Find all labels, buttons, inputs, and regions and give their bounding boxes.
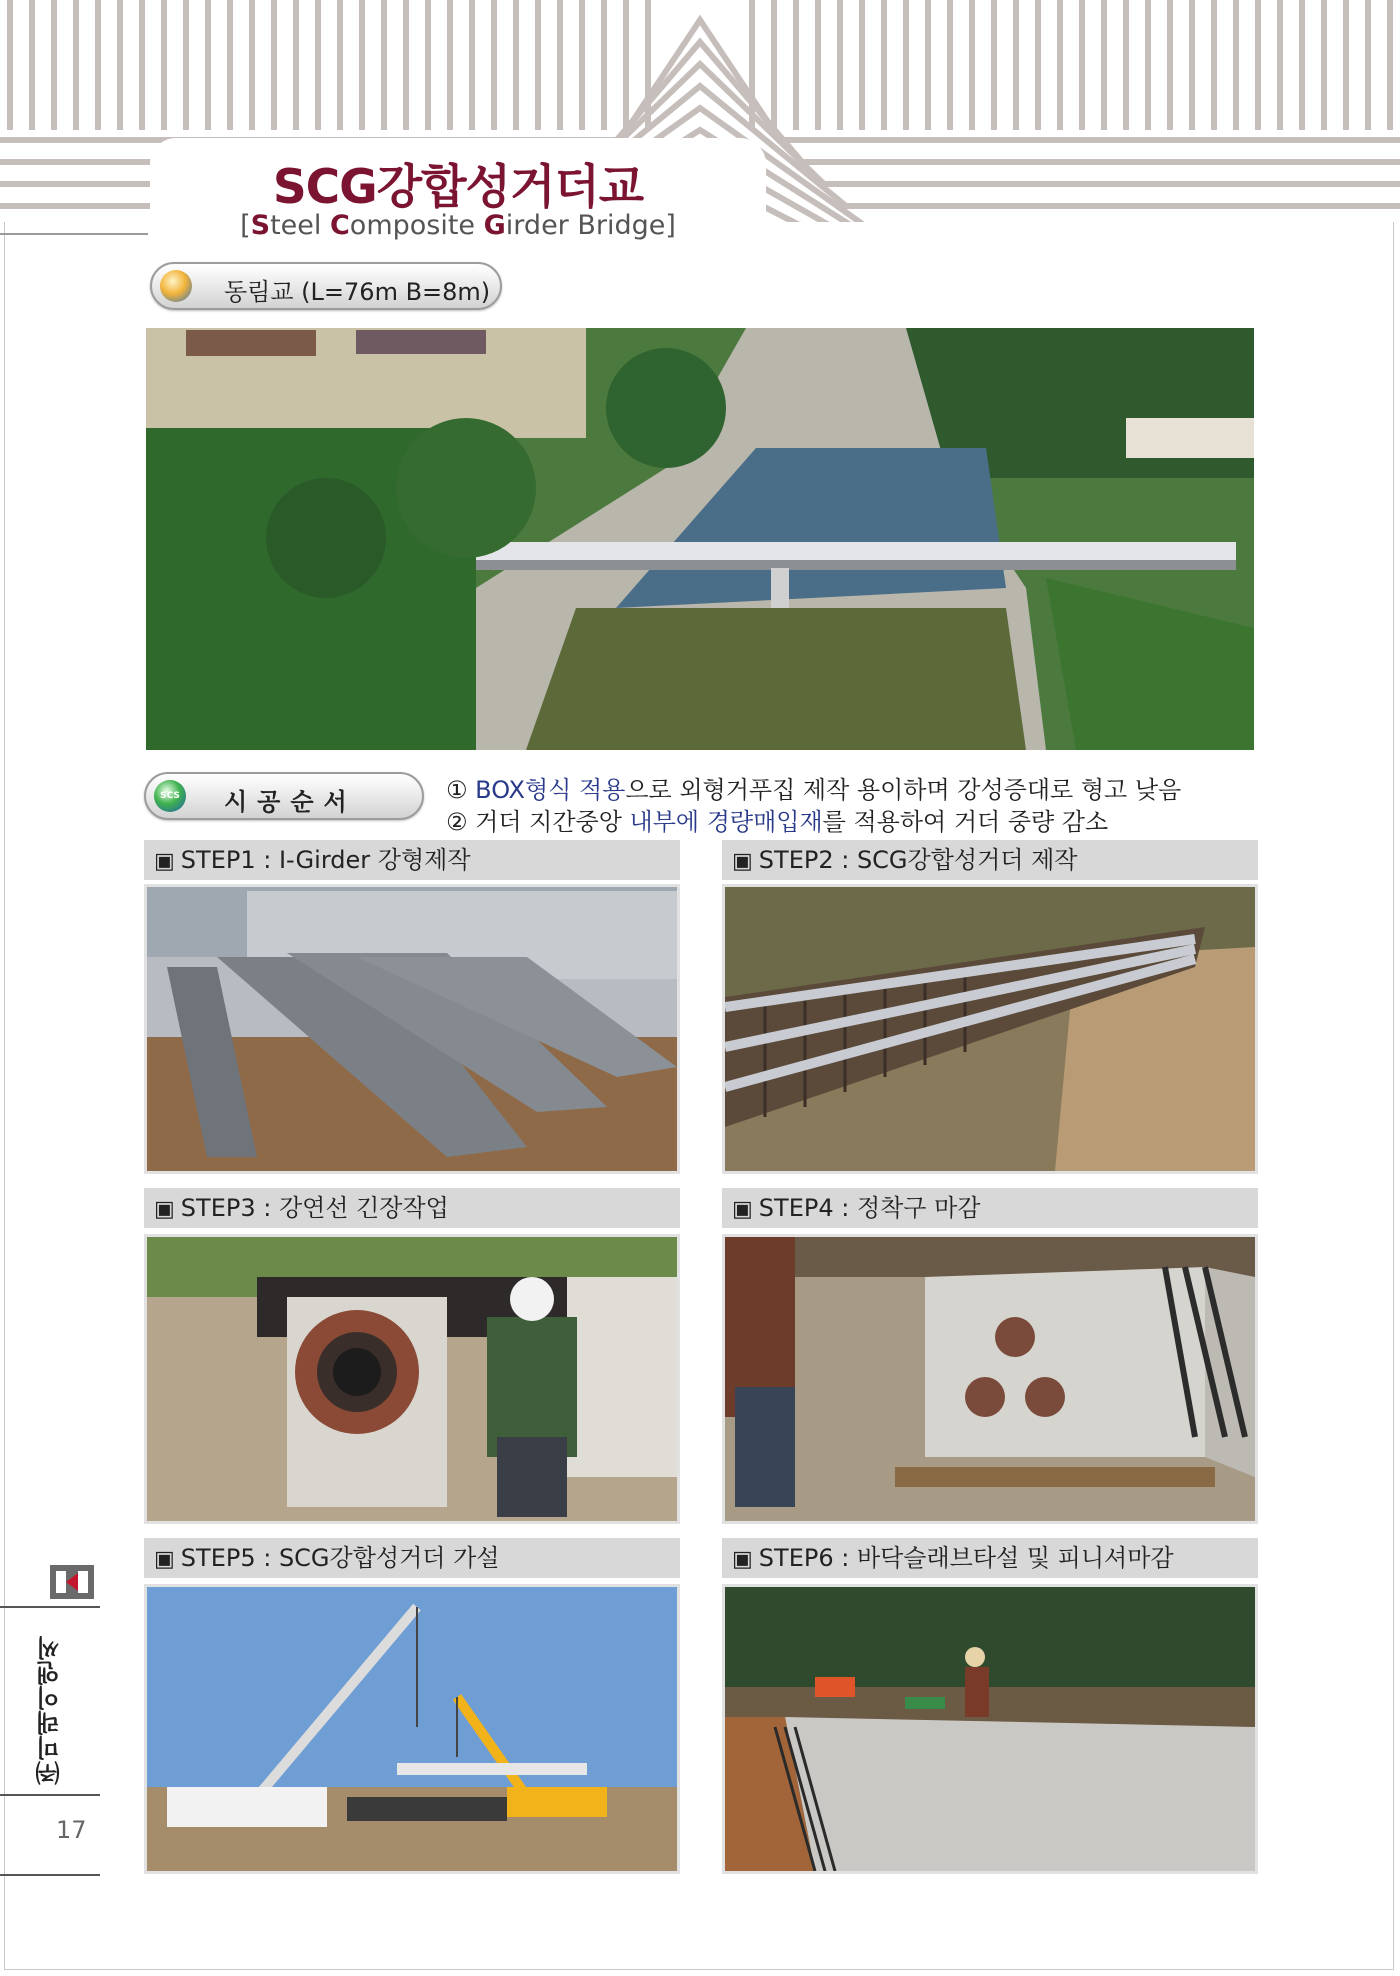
page-title: SCG강합성거더교 [272, 160, 644, 215]
step3-photo [144, 1234, 680, 1524]
step5-photo [144, 1584, 680, 1874]
note-line-1: ① BOX형식 적용으로 외형거푸집 제작 용이하며 강성증대로 형고 낮음 [446, 776, 1182, 804]
checkbox-square-icon: ▣ [732, 849, 753, 874]
step1-label: STEP1 : I-Girder 강형제작 [180, 846, 471, 874]
checkbox-square-icon: ▣ [732, 1547, 753, 1572]
checkbox-square-icon: ▣ [154, 849, 175, 874]
header-rule [0, 233, 148, 235]
sidebar-rule-middle [0, 1794, 100, 1796]
page-number: 17 [56, 1816, 87, 1844]
step5-label: STEP5 : SCG강합성거더 가설 [180, 1544, 500, 1572]
step2-label: STEP2 : SCG강합성거더 제작 [758, 846, 1078, 874]
step2-photo [722, 884, 1258, 1174]
step6-label: STEP6 : 바닥슬래브타설 및 피니셔마감 [758, 1544, 1174, 1572]
step4-label: STEP4 : 정착구 마감 [758, 1194, 981, 1222]
sidebar-rule-bottom [0, 1874, 100, 1876]
step6-header [722, 1538, 1258, 1578]
construction-sequence-label: 시공순서 [224, 788, 357, 816]
step4-photo [722, 1234, 1258, 1524]
bridge-badge [150, 262, 502, 310]
step4-header [722, 1188, 1258, 1228]
logo-ball-icon [160, 270, 192, 302]
construction-sequence-badge [144, 772, 424, 820]
checkbox-square-icon: ▣ [154, 1197, 175, 1222]
step1-photo [144, 884, 680, 1174]
scs-logo-icon: SCS [154, 780, 186, 812]
page-subtitle: [Steel Composite Girder Bridge] [240, 210, 676, 241]
step3-header [144, 1188, 680, 1228]
sidebar-rule-top [0, 1606, 100, 1608]
company-name: ㈜미래이앤씨 [36, 1635, 64, 1785]
note-line-2: ② 거더 지간중앙 내부에 경량매입재를 적용하여 거더 중량 감소 [446, 808, 1109, 836]
bridge-badge-label: 동림교 (L=76m B=8m) [224, 278, 491, 306]
company-logo-icon [50, 1565, 94, 1599]
checkbox-square-icon: ▣ [732, 1197, 753, 1222]
step5-header [144, 1538, 680, 1578]
checkbox-square-icon: ▣ [154, 1547, 175, 1572]
step6-photo [722, 1584, 1258, 1874]
step2-header [722, 840, 1258, 880]
step1-header [144, 840, 680, 880]
bridge-aerial-photo [146, 328, 1254, 750]
step3-label: STEP3 : 강연선 긴장작업 [180, 1194, 449, 1222]
